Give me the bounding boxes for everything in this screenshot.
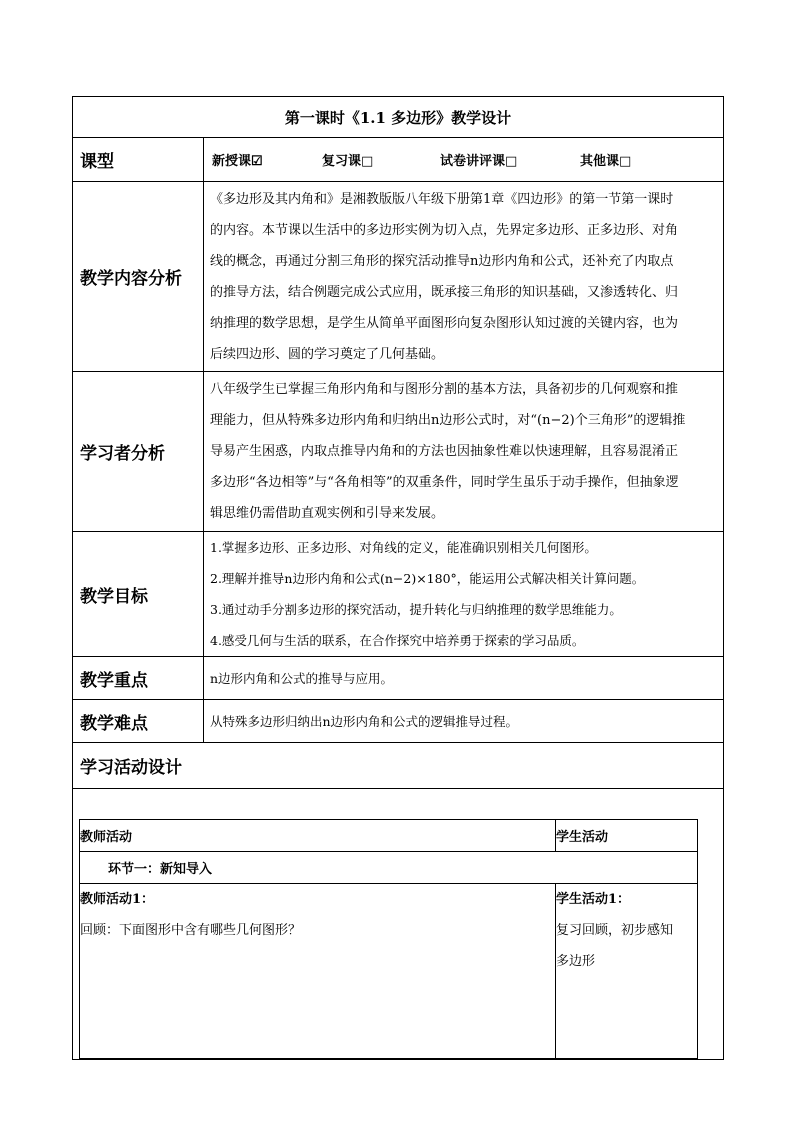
student-activity-header: 学生活动 — [556, 820, 698, 852]
activity-design-area — [73, 789, 724, 1060]
learner-line: 多边形“各边相等”与“各角相等”的双重条件，同时学生虽乐于动手操作，但抽象逻 — [210, 475, 679, 490]
key-points-label: 教学重点 — [73, 657, 204, 700]
student-activity-line: 多边形 — [556, 954, 596, 969]
learner-analysis-label: 学习者分析 — [73, 372, 204, 532]
lesson-plan-page — [72, 96, 723, 1060]
student-activity-line: 复习回顾，初步感知 — [556, 923, 674, 938]
content-line: 纳推理的数学思想，是学生从简单平面图形向复杂图形认知过渡的关键内容，也为 — [210, 315, 679, 331]
teacher-activity-header: 教师活动 — [80, 820, 556, 852]
learner-line: 辑思维仍需借助直观实例和引导来发展。 — [210, 506, 445, 521]
lesson-plan-table — [72, 96, 724, 1060]
activity-table — [79, 819, 698, 1059]
lesson-type-review[interactable]: 复习课□ — [322, 154, 374, 169]
content-line: 《多边形及其内角和》是湘教版版八年级下册第1章《四边形》的第一节第一课时 — [210, 191, 674, 207]
learner-line: 理能力，但从特殊多边形内角和归纳出n边形公式时，对“(n−2)个三角形”的逻辑推 — [210, 413, 686, 428]
teacher-activity-cell — [80, 884, 556, 1059]
learner-line: 导易产生困惑，内取点推导内角和的方法也因抽象性难以快速理解，且容易混淆正 — [210, 444, 679, 459]
activity-design-heading: 学习活动设计 — [73, 743, 724, 789]
content-line: 后续四边形、圆的学习奠定了几何基础。 — [210, 346, 445, 362]
content-analysis-text — [204, 182, 724, 372]
content-line: 的内容。本节课以生活中的多边形实例为切入点，先界定多边形、正多边形、对角 — [210, 222, 679, 238]
lesson-type-exam-review[interactable]: 试卷讲评课□ — [440, 154, 518, 169]
objective-item: 4.感受几何与生活的联系，在合作探究中培养勇于探索的学习品质。 — [210, 633, 585, 648]
document-title: 第一课时《1.1 多边形》教学设计 — [73, 97, 724, 138]
content-line: 线的概念，再通过分割三角形的探究活动推导n边形内角和公式，还补充了内取点 — [210, 253, 674, 269]
difficulties-label: 教学难点 — [73, 700, 204, 743]
objective-item: 1.掌握多边形、正多边形、对角线的定义，能准确识别相关几何图形。 — [210, 540, 597, 555]
teacher-activity-title: 教师活动1： — [80, 892, 155, 907]
learner-line: 八年级学生已掌握三角形内角和与图形分割的基本方法，具备初步的几何观察和推 — [210, 382, 679, 397]
lesson-type-label: 课型 — [73, 138, 204, 182]
difficulties-text: 从特殊多边形归纳出n边形内角和公式的逻辑推导过程。 — [204, 700, 724, 743]
student-activity-cell — [556, 884, 698, 1059]
lesson-type-other[interactable]: 其他课□ — [580, 154, 632, 169]
objectives-list — [204, 532, 724, 657]
content-analysis-label: 教学内容分析 — [73, 182, 204, 372]
teacher-activity-text: 回顾：下面图形中含有哪些几何图形？ — [80, 923, 302, 938]
step-one-heading: 环节一：新知导入 — [80, 852, 698, 884]
objectives-label: 教学目标 — [73, 532, 204, 657]
lesson-type-new[interactable]: 新授课☑ — [212, 154, 263, 169]
content-line: 的推导方法，结合例题完成公式应用，既承接三角形的知识基础，又渗透转化、归 — [210, 284, 679, 300]
objective-item: 3.通过动手分割多边形的探究活动，提升转化与归纳推理的数学思维能力。 — [210, 602, 622, 617]
learner-analysis-text — [204, 372, 724, 532]
lesson-type-options — [204, 138, 724, 182]
objective-item: 2.理解并推导n边形内角和公式(n−2)×180°，能运用公式解决相关计算问题。 — [210, 571, 645, 586]
student-activity-title: 学生活动1： — [556, 892, 631, 907]
key-points-text: n边形内角和公式的推导与应用。 — [204, 657, 724, 700]
